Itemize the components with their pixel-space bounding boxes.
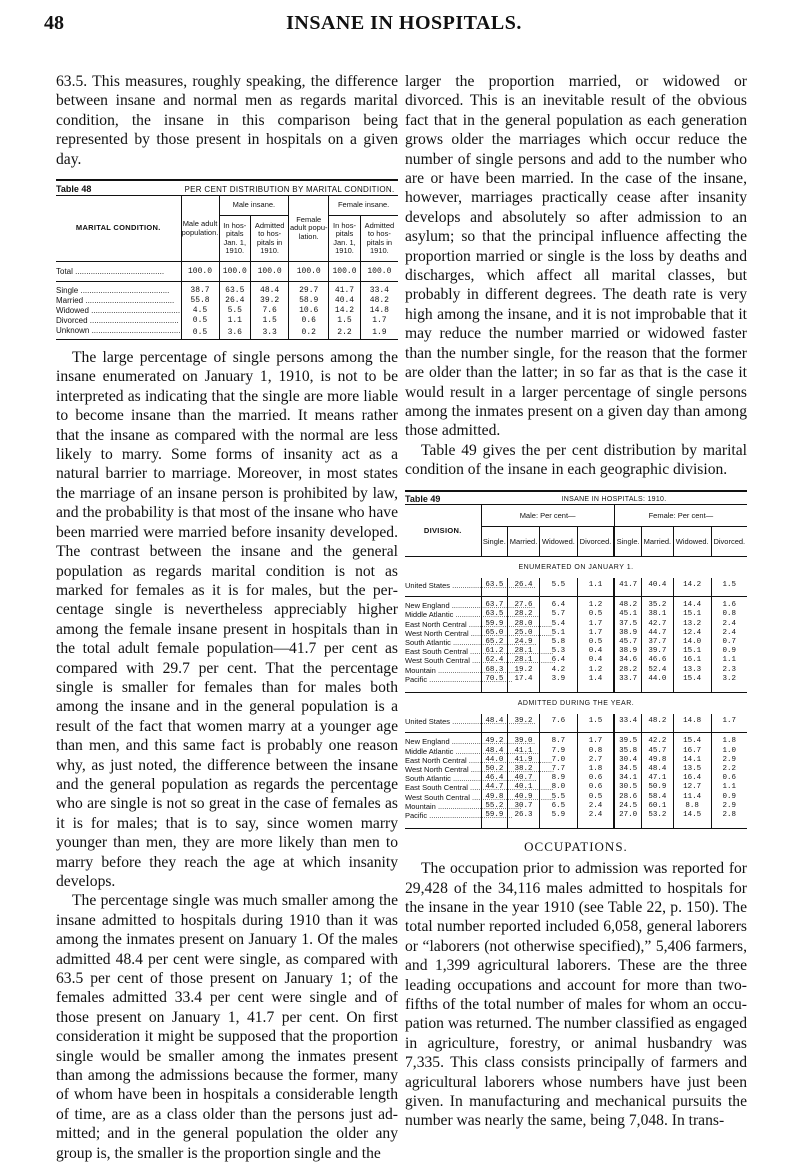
table-row: Pacific ..... 70.5 17.4 3.9 1.4 33.7 44.0 15.4 3.2: [405, 675, 747, 693]
table-row: East South Central ..... 61.2 28.1 5.3 0.4 38.9 39.7 15.1 0.9: [405, 647, 747, 656]
table-row: New England ..... 63.7 27.6 6.4 1.2 48.2 35.2 14.4 1.6: [405, 597, 747, 611]
col-head: Married.: [508, 526, 540, 556]
table-48-title: PER CENT DISTRIBUTION BY MARITAL CONDITION.: [184, 184, 395, 194]
table-row: West South Central ..... 62.4 28.1 6.4 0.4 34.6 46.6 16.1 1.1: [405, 656, 747, 665]
body-paragraph: larger the proportion married, or widowed or divorced. This is an inevitable result of the obvious fact that in the general population as each generation grows older the marriages which occur reduce the number of single persons and add to the number who are or have been married. In the case of the insane, however, marriages practically cease after insanity develops and absolutely so after admission to an asylum; so that the principal influence affecting the proportion married or single is the loss by deaths and discharges, which affect all marital classes, but probably in different degrees. The death rate is very high among the insane, and it is not improbable that it may reduce the number married or widowed faster than the number single, for the reason that the former are older than the latter; in so far as that is the case it would result in a larger percentage of single persons among the inmates present on a given day than among those admitted.: [405, 73, 747, 440]
right-column: [405, 72, 747, 1131]
body-paragraph: The occupation prior to admission was reported for 29,428 of the 34,116 males admitted to hospitals for the insane in the year 1910 (see Table 22, p. 150). The total number reported included 6,058, general laborers or “laborers (not otherwise specified),” 5,406 farmers, and 1,399 agricultural laborers. These are the three leading occupations and account for more than two-fifths of the total number of males for whom an occupation was returned. The number classified as engaged in agriculture, forestry, or animal husbandry was 7,335. This class consists principally of farmers and agricultural laborers whose numbers have just been given. In manufacturing and mechanical pursuits the number was nearly the same, being 7,048. In trans-: [405, 860, 747, 1130]
page-number: 48: [44, 12, 64, 34]
col-head: Divorced.: [711, 526, 747, 556]
table-49-stub-head: DIVISION.: [423, 525, 462, 535]
body-paragraph: Table 49 gives the per cent distribution by marital condition of the insane in each geographic division.: [405, 441, 747, 479]
col-head: Single.: [481, 526, 508, 556]
section-heading-row: [405, 692, 747, 714]
table-row-united-states: United States ..... 48.4 39.2 7.6 1.5 33.4 48.2 14.8 1.7: [405, 714, 747, 733]
col-female-adult: Female adult population.: [289, 196, 329, 262]
table-row: South Atlantic ..... 65.2 24.9 5.8 0.5 45.7 37.7 14.0 0.7: [405, 638, 747, 647]
table-row: West North Central ..... 65.0 25.0 5.1 1.7 38.9 44.7 12.4 2.4: [405, 629, 747, 638]
running-title: INSANE IN HOSPITALS.: [286, 12, 522, 34]
table-row: East North Central ..... 59.9 28.0 5.4 1.7 37.5 42.7 13.2 2.4: [405, 620, 747, 629]
table-row: Divorced ..... 0.5 1.1 1.5 0.6 1.5 1.7: [56, 316, 398, 326]
table-row: South Atlantic ..... 46.4 40.7 8.9 0.6 34.1 47.1 16.4 0.6: [405, 774, 747, 783]
page-header: [44, 8, 764, 38]
table-row: Middle Atlantic ..... 48.4 41.1 7.9 0.8 35.8 45.7 16.7 1.0: [405, 747, 747, 756]
group-female-insane: Female insane.: [329, 196, 398, 216]
table-49-title: INSANE IN HOSPITALS: 1910.: [561, 495, 667, 503]
table-row: Married ..... 55.8 26.4 39.2 58.9 40.4 48.2: [56, 296, 398, 306]
col-head: Widowed.: [673, 526, 711, 556]
body-paragraph: The large percentage of single persons among the insane enumerated on January 1, 1910, is not to be interpreted as indicating that the single are more liable to become insane than the married. It means rather that the insane as compared with the normal are less likely to marry. Some forms of insanity act as a natural barrier to marriage. Moreover, in most states the marriage of an insane person is prohibited by law, and the probability is that most of the insane who have been married were married before insanity developed. The contrast between the insane and the general population as regards marital condition is not as marked for females as it is for males, but the percentage single is nevertheless appreciably higher among the female insane present in hospitals than in the total adult female population—41.7 per cent as compared with 29.7 per cent. That the percentage single is smaller for females than for males both among the insane and in the general population is a result of the fact that women marry at a younger age than men, and this same fact is probably one reason why, as just noted, the difference between the insane and the general population as regards the percentage who are single is not so great in the case of females as it is for males; that is to say, since women marry younger than men, they are more likely than men to marry before they reach the age at which insanity develops.: [56, 349, 398, 890]
occupations-heading: OCCUPATIONS.: [524, 839, 628, 855]
col-male-adult: Male adult population.: [181, 196, 219, 262]
section-heading: ENUMERATED ON JANUARY 1.: [518, 563, 634, 571]
section-heading: ADMITTED DURING THE YEAR.: [517, 699, 635, 707]
table-48: [56, 179, 398, 340]
table-row: New England ..... 49.2 39.0 8.7 1.7 39.5 42.2 15.4 1.8: [405, 733, 747, 747]
intro-paragraph: 63.5. This measures, roughly speaking, the difference between insane and normal men as regards marital condition, the insane in this comparison being represented by those present in hospitals on a given day.: [56, 73, 398, 168]
table-48-label: Table 48: [56, 184, 92, 195]
table-row: East North Central ..... 44.0 41.9 7.0 2.7 30.4 49.8 14.1 2.9: [405, 756, 747, 765]
table-row: Single ..... 38.7 63.5 48.4 29.7 41.7 33.4: [56, 282, 398, 297]
table-row: West North Central ..... 50.2 38.2 7.7 1.8 34.5 48.4 13.5 2.2: [405, 765, 747, 774]
group-female: Female: Per cent—: [614, 504, 747, 526]
table-row: Middle Atlantic ..... 63.5 28.2 5.7 0.5 45.1 38.1 15.1 0.8: [405, 610, 747, 619]
sub-admitted-female: Admitted to hospitals in 1910.: [360, 216, 398, 262]
table-row: Mountain ..... 68.3 19.2 4.2 1.2 28.2 52.4 13.3 2.3: [405, 666, 747, 675]
col-head: Divorced.: [577, 526, 614, 556]
table-49: [405, 490, 747, 830]
section-heading-row: [405, 556, 747, 578]
group-male-insane: Male insane.: [219, 196, 289, 216]
col-head: Single.: [614, 526, 641, 556]
sub-in-hospitals-female: In hospitals Jan. 1, 1910.: [329, 216, 361, 262]
sub-admitted-male: Admitted to hospitals in 1910.: [251, 216, 289, 262]
table-row: Unknown ..... 0.5 3.6 3.3 0.2 2.2 1.9: [56, 326, 398, 340]
group-male: Male: Per cent—: [481, 504, 614, 526]
table-row: Mountain ..... 55.2 30.7 6.5 2.4 24.5 60.1 8.8 2.9: [405, 802, 747, 811]
body-paragraph: The percentage single was much smaller among the insane admitted to hospitals during 1910 than it was among the inmates present on January 1. Of the males admitted 48.4 per cent were single, as compared with 63.5 per cent of those present on January 1; of the females admitted 33.4 per cent were single and of those present on January 1, 41.7 per cent. On first consideration it might be supposed that the proportion single would be smaller among the inmates present than among the admissions because the former, many of whom have been in hospitals a considerable length of time, are as a class older than the persons just admitted; and in the general population the older any group is, the smaller is the proportion single and the: [56, 892, 398, 1162]
table-row: East South Central ..... 44.7 40.1 8.0 0.6 30.5 50.9 12.7 1.1: [405, 783, 747, 792]
table-row: Pacific ..... 59.9 26.3 5.9 2.4 27.0 53.2 14.5 2.8: [405, 811, 747, 829]
left-column: [56, 72, 398, 1163]
table-48-stub-head: MARITAL CONDITION.: [75, 223, 161, 233]
col-head: Widowed.: [539, 526, 577, 556]
table-row-united-states: United States ..... 63.5 26.4 5.5 1.1 41.7 40.4 14.2 1.5: [405, 578, 747, 597]
table-row-total: Total ..... 100.0 100.0 100.0 100.0 100.0 100.0: [56, 262, 398, 282]
sub-in-hospitals-male: In hospitals Jan. 1, 1910.: [219, 216, 251, 262]
table-row: West South Central ..... 49.8 40.9 5.5 0.5 28.6 58.4 11.4 0.9: [405, 793, 747, 802]
col-head: Married.: [641, 526, 673, 556]
table-row: Widowed ..... 4.5 5.5 7.6 10.6 14.2 14.8: [56, 306, 398, 316]
table-49-label: Table 49: [405, 493, 441, 504]
